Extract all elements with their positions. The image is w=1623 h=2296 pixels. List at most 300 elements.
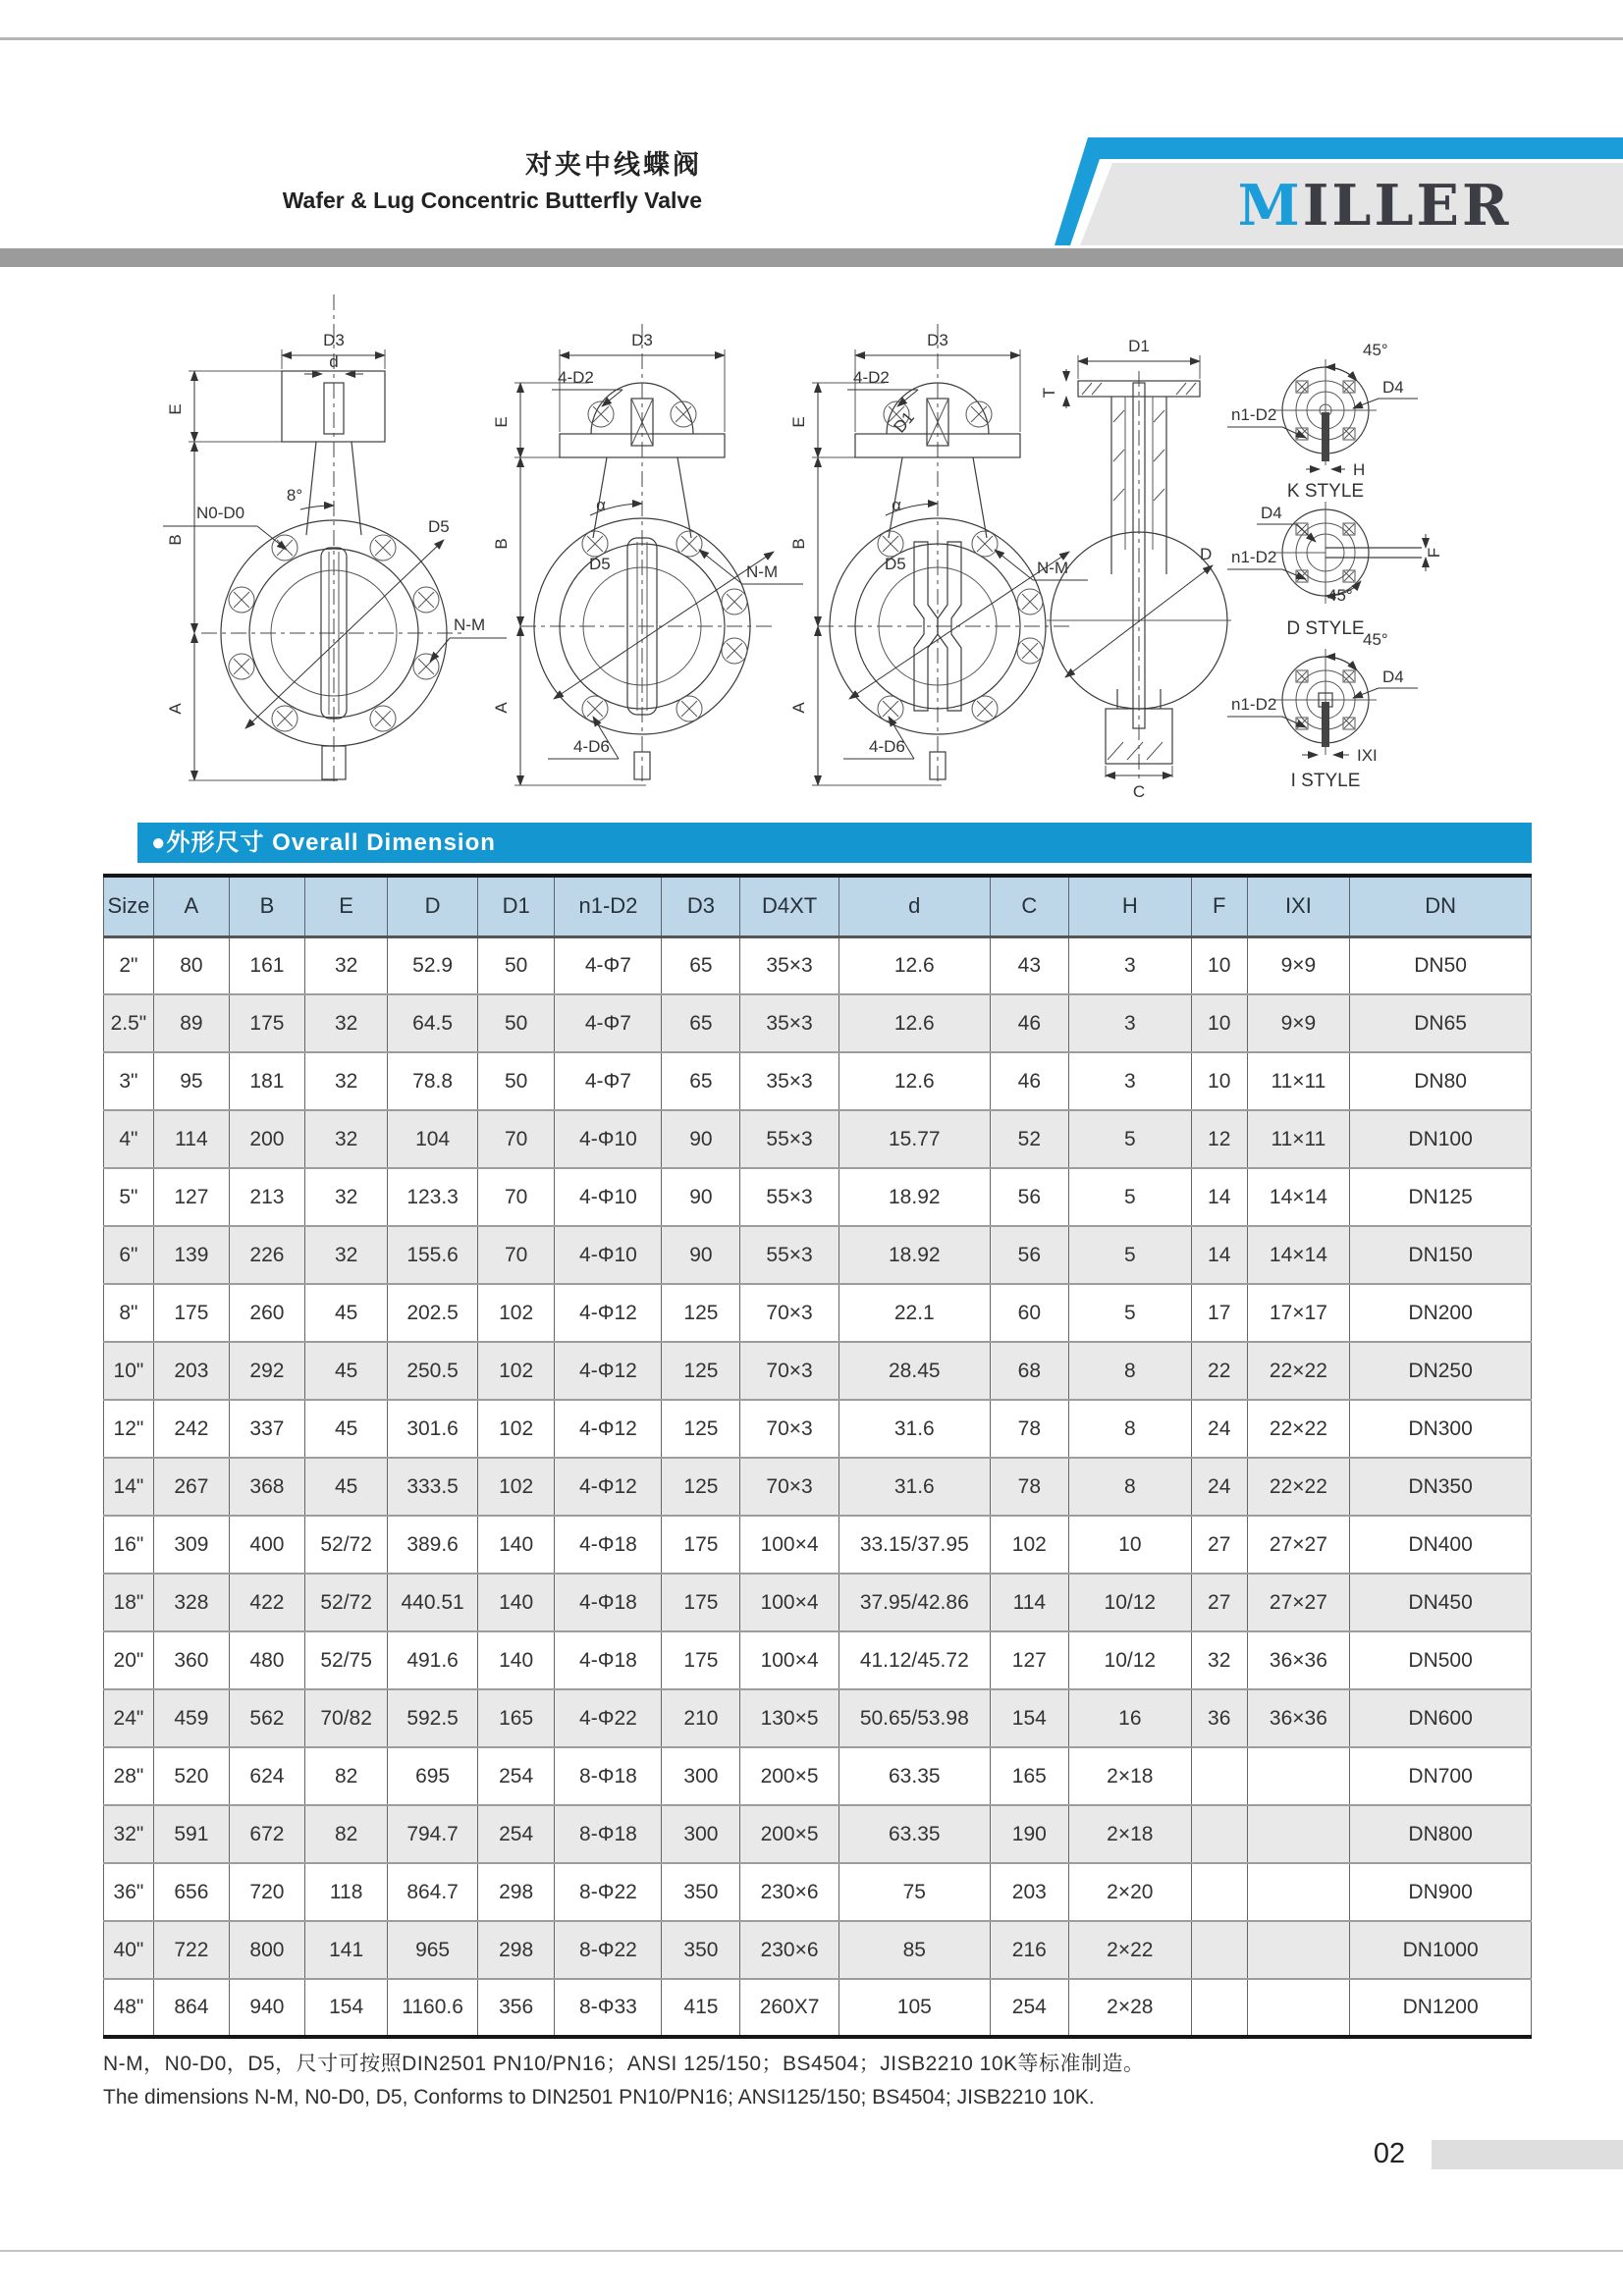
table-cell: 161 (229, 936, 304, 994)
table-cell: 389.6 (388, 1516, 478, 1574)
table-cell: 37.95/42.86 (839, 1574, 990, 1631)
table-cell: 10 (1191, 936, 1247, 994)
table-cell: 213 (229, 1168, 304, 1226)
column-header: E (304, 876, 387, 936)
table-cell: 35×3 (740, 1052, 839, 1110)
dim-label-D3: D3 (631, 331, 653, 349)
section-title-bar: ●外形尺寸 Overall Dimension (137, 823, 1532, 863)
table-cell: 175 (229, 994, 304, 1052)
table-cell: 70 (477, 1110, 555, 1168)
label-D5: D5 (428, 517, 450, 536)
table-cell: 100×4 (740, 1516, 839, 1574)
table-cell: 154 (990, 1689, 1068, 1747)
table-cell: 45 (304, 1342, 387, 1400)
table-cell (1191, 1747, 1247, 1805)
table-cell: 254 (477, 1805, 555, 1863)
label-D4: D4 (1382, 378, 1404, 397)
table-cell: 12.6 (839, 1052, 990, 1110)
table-cell: 31.6 (839, 1458, 990, 1516)
title-english: Wafer & Lug Concentric Butterfly Valve (282, 187, 702, 213)
label-D4: D4 (1382, 667, 1404, 686)
table-cell: 55×3 (740, 1168, 839, 1226)
table-cell: 4-Φ18 (555, 1574, 662, 1631)
table-cell: 90 (662, 1226, 740, 1284)
table-cell: 75 (839, 1863, 990, 1921)
table-cell: DN350 (1350, 1458, 1532, 1516)
table-cell: 125 (662, 1342, 740, 1400)
table-cell: 203 (153, 1342, 229, 1400)
table-cell: DN100 (1350, 1110, 1532, 1168)
table-cell: 78 (990, 1458, 1068, 1516)
table-cell: DN65 (1350, 994, 1532, 1052)
table-cell: 65 (662, 1052, 740, 1110)
table-cell: 63.35 (839, 1805, 990, 1863)
table-cell: 12 (1191, 1110, 1247, 1168)
footnote-english: The dimensions N-M, N0-D0, D5, Conforms to DIN2501 PN10/PN16; ANSI125/150; BS4504; JISB2210 10K. (103, 2086, 1095, 2109)
table-cell: DN200 (1350, 1284, 1532, 1342)
table-cell: 45 (304, 1400, 387, 1458)
table-row (104, 1863, 1532, 1921)
table-cell: 32 (304, 936, 387, 994)
table-cell: 10 (1191, 1052, 1247, 1110)
table-cell: 65 (662, 936, 740, 994)
table-cell: 165 (990, 1747, 1068, 1805)
table-cell: 32 (304, 994, 387, 1052)
table-cell (1247, 1805, 1350, 1863)
table-cell: 114 (153, 1110, 229, 1168)
table-cell: 2×28 (1068, 1979, 1191, 2037)
column-header: A (153, 876, 229, 936)
dim-label-B: B (492, 538, 511, 550)
table-cell: 70×3 (740, 1400, 839, 1458)
table-cell: 4-Φ12 (555, 1400, 662, 1458)
label-D1-rotated: D1 (890, 407, 919, 437)
label-n1-D2: n1-D2 (1231, 405, 1277, 424)
table-cell: 100×4 (740, 1631, 839, 1689)
table-cell: 12.6 (839, 994, 990, 1052)
table-cell: 36×36 (1247, 1631, 1350, 1689)
table-cell: 200×5 (740, 1747, 839, 1805)
table-cell: 43 (990, 936, 1068, 994)
table-cell: DN450 (1350, 1574, 1532, 1631)
column-header: D (388, 876, 478, 936)
table-cell (1191, 1863, 1247, 1921)
figure-lug-valve (163, 294, 507, 785)
table-cell: 175 (662, 1516, 740, 1574)
table-cell: 10/12 (1068, 1631, 1191, 1689)
table-cell: 210 (662, 1689, 740, 1747)
table-cell: 14×14 (1247, 1226, 1350, 1284)
table-cell: 70×3 (740, 1342, 839, 1400)
table-cell: 480 (229, 1631, 304, 1689)
table-cell: DN400 (1350, 1516, 1532, 1574)
table-cell: 55×3 (740, 1226, 839, 1284)
table-cell: 130×5 (740, 1689, 839, 1747)
table-cell: 52.9 (388, 936, 478, 994)
table-cell: 415 (662, 1979, 740, 2037)
dim-label-A: A (166, 703, 185, 715)
table-row (104, 1979, 1532, 2037)
table-cell: 50 (477, 936, 555, 994)
column-header: D4XT (740, 876, 839, 936)
caption-k-style: K STYLE (1286, 481, 1365, 502)
table-cell: 141 (304, 1921, 387, 1979)
table-cell: 4-Φ12 (555, 1458, 662, 1516)
column-header: F (1191, 876, 1247, 936)
table-cell: 6" (104, 1226, 154, 1284)
table-cell: 175 (662, 1631, 740, 1689)
title-chinese: 对夹中线蝶阀 (525, 150, 702, 180)
table-cell: 309 (153, 1516, 229, 1574)
table-cell: 102 (990, 1516, 1068, 1574)
table-cell: 52/75 (304, 1631, 387, 1689)
table-cell: 18.92 (839, 1226, 990, 1284)
table-cell: 33.15/37.95 (839, 1516, 990, 1574)
angle-label-alpha: α (596, 496, 606, 514)
table-cell: 8-Φ18 (555, 1805, 662, 1863)
table-cell: 17 (1191, 1284, 1247, 1342)
table-row (104, 1689, 1532, 1747)
table-cell: 50 (477, 1052, 555, 1110)
dim-label-B: B (789, 538, 808, 550)
table-cell: 32 (304, 1052, 387, 1110)
table-cell: 672 (229, 1805, 304, 1863)
table-cell: 10/12 (1068, 1574, 1191, 1631)
table-cell: 4-Φ12 (555, 1284, 662, 1342)
table-cell: 491.6 (388, 1631, 478, 1689)
table-cell: 85 (839, 1921, 990, 1979)
table-cell: 50 (477, 994, 555, 1052)
table-cell: 800 (229, 1921, 304, 1979)
table-cell: 216 (990, 1921, 1068, 1979)
column-header: IXI (1247, 876, 1350, 936)
table-cell: 17×17 (1247, 1284, 1350, 1342)
table-row (104, 936, 1532, 994)
table-cell: 368 (229, 1458, 304, 1516)
table-cell: 300 (662, 1805, 740, 1863)
label-D5: D5 (885, 555, 906, 573)
label-4-D2: 4-D2 (853, 368, 890, 387)
table-cell: 140 (477, 1631, 555, 1689)
valve-drawings (0, 0, 1623, 825)
table-cell: 52 (990, 1110, 1068, 1168)
table-cell: 4-Φ18 (555, 1631, 662, 1689)
table-cell: DN1000 (1350, 1921, 1532, 1979)
table-cell: 624 (229, 1747, 304, 1805)
table-cell: 8 (1068, 1342, 1191, 1400)
table-cell: 36 (1191, 1689, 1247, 1747)
table-cell: 203 (990, 1863, 1068, 1921)
dimension-table (103, 874, 1532, 2039)
table-cell: 200 (229, 1110, 304, 1168)
table-row (104, 1805, 1532, 1863)
table-cell: 440.51 (388, 1574, 478, 1631)
dim-label-E: E (166, 403, 185, 415)
table-cell: 80 (153, 936, 229, 994)
table-cell: 14 (1191, 1168, 1247, 1226)
table-cell: 35×3 (740, 936, 839, 994)
label-N0-D0: N0-D0 (196, 504, 245, 522)
table-cell: 27 (1191, 1516, 1247, 1574)
table-row (104, 1631, 1532, 1689)
table-cell: 695 (388, 1747, 478, 1805)
logo-letter-m: M (1237, 173, 1303, 239)
table-cell: 105 (839, 1979, 990, 2037)
table-cell: 125 (662, 1400, 740, 1458)
table-cell: 3 (1068, 1052, 1191, 1110)
table-cell: 2×18 (1068, 1805, 1191, 1863)
table-cell: 864.7 (388, 1863, 478, 1921)
table-cell: 794.7 (388, 1805, 478, 1863)
table-cell: 16 (1068, 1689, 1191, 1747)
figure-d-style (1227, 502, 1443, 639)
table-cell: 24" (104, 1689, 154, 1747)
table-cell: 562 (229, 1689, 304, 1747)
table-cell: 333.5 (388, 1458, 478, 1516)
table-cell: 2×22 (1068, 1921, 1191, 1979)
table-cell: 22×22 (1247, 1400, 1350, 1458)
table-cell: 140 (477, 1516, 555, 1574)
table-cell: 328 (153, 1574, 229, 1631)
table-cell: 2×18 (1068, 1747, 1191, 1805)
table-cell: 82 (304, 1747, 387, 1805)
table-cell: 46 (990, 1052, 1068, 1110)
table-cell: 10 (1068, 1516, 1191, 1574)
table-cell: 864 (153, 1979, 229, 2037)
table-cell: 8 (1068, 1400, 1191, 1458)
table-cell: 2.5" (104, 994, 154, 1052)
label-N-M: N-M (1037, 559, 1069, 577)
table-cell: 300 (662, 1747, 740, 1805)
table-cell: 260X7 (740, 1979, 839, 2037)
table-cell: 28" (104, 1747, 154, 1805)
table-cell: 2" (104, 936, 154, 994)
column-header: n1-D2 (555, 876, 662, 936)
table-cell: 9×9 (1247, 936, 1350, 994)
table-row (104, 1052, 1532, 1110)
table-cell: 260 (229, 1284, 304, 1342)
angle-label-alpha: α (892, 496, 901, 514)
caption-i-style: I STYLE (1290, 771, 1361, 791)
table-cell: 337 (229, 1400, 304, 1458)
column-header: DN (1350, 876, 1532, 936)
column-header: C (990, 876, 1068, 936)
dim-label-C: C (1132, 782, 1146, 801)
table-cell (1191, 1979, 1247, 2037)
table-cell: 254 (477, 1747, 555, 1805)
table-cell: 56 (990, 1168, 1068, 1226)
table-cell: 100×4 (740, 1574, 839, 1631)
table-cell: 104 (388, 1110, 478, 1168)
table-cell: 965 (388, 1921, 478, 1979)
table-cell: 3 (1068, 936, 1191, 994)
table-cell: 78 (990, 1400, 1068, 1458)
label-D4: D4 (1261, 504, 1282, 522)
table-row (104, 1226, 1532, 1284)
table-cell: 60 (990, 1284, 1068, 1342)
column-header: D3 (662, 876, 740, 936)
table-cell: DN900 (1350, 1863, 1532, 1921)
table-cell: 70/82 (304, 1689, 387, 1747)
table-cell: 2×20 (1068, 1863, 1191, 1921)
table-cell: 8-Φ33 (555, 1979, 662, 2037)
table-cell: 140 (477, 1574, 555, 1631)
dim-label-d: d (329, 352, 339, 371)
table-cell: 722 (153, 1921, 229, 1979)
angle-label: 8° (286, 486, 303, 505)
table-cell: 46 (990, 994, 1068, 1052)
table-row (104, 994, 1532, 1052)
table-cell: DN500 (1350, 1631, 1532, 1689)
dim-label-F: F (1425, 547, 1443, 559)
table-cell: 11×11 (1247, 1110, 1350, 1168)
table-cell: 15.77 (839, 1110, 990, 1168)
table-cell: DN1200 (1350, 1979, 1532, 2037)
table-cell: 89 (153, 994, 229, 1052)
table-cell: 32" (104, 1805, 154, 1863)
table-cell: 14 (1191, 1226, 1247, 1284)
table-cell: DN800 (1350, 1805, 1532, 1863)
figure-k-style (1227, 341, 1418, 502)
label-4-D6: 4-D6 (573, 737, 610, 756)
table-cell: 68 (990, 1342, 1068, 1400)
table-cell: 5 (1068, 1226, 1191, 1284)
table-cell: DN125 (1350, 1168, 1532, 1226)
logo-letters-iller: ILLER (1302, 173, 1512, 239)
page-number-bar (1432, 2140, 1623, 2169)
table-cell: 139 (153, 1226, 229, 1284)
table-cell: 64.5 (388, 994, 478, 1052)
table-cell: 202.5 (388, 1284, 478, 1342)
table-cell: 16" (104, 1516, 154, 1574)
table-cell: 45 (304, 1458, 387, 1516)
table-cell: 22×22 (1247, 1458, 1350, 1516)
table-cell: 459 (153, 1689, 229, 1747)
table-cell: 8" (104, 1284, 154, 1342)
table-cell: 5 (1068, 1168, 1191, 1226)
table-cell: 65 (662, 994, 740, 1052)
table-cell (1247, 1863, 1350, 1921)
table-cell: 4-Φ7 (555, 1052, 662, 1110)
table-cell: 70×3 (740, 1458, 839, 1516)
table-row (104, 1342, 1532, 1400)
table-cell: 52/72 (304, 1574, 387, 1631)
table-cell: 18.92 (839, 1168, 990, 1226)
table-cell: 165 (477, 1689, 555, 1747)
table-cell: 127 (153, 1168, 229, 1226)
table-cell: 14×14 (1247, 1168, 1350, 1226)
table-cell: 9×9 (1247, 994, 1350, 1052)
table-cell: 200×5 (740, 1805, 839, 1863)
table-cell: 70×3 (740, 1284, 839, 1342)
table-cell: 242 (153, 1400, 229, 1458)
table-cell: 32 (304, 1168, 387, 1226)
table-header-row (104, 876, 1532, 936)
table-cell: 102 (477, 1400, 555, 1458)
table-cell: 155.6 (388, 1226, 478, 1284)
table-cell (1247, 1979, 1350, 2037)
table-cell: 592.5 (388, 1689, 478, 1747)
table-cell: 230×6 (740, 1863, 839, 1921)
table-cell: 31.6 (839, 1400, 990, 1458)
dim-label-D1: D1 (1128, 337, 1150, 355)
table-cell: 27×27 (1247, 1516, 1350, 1574)
table-cell: 22×22 (1247, 1342, 1350, 1400)
table-cell: 4-Φ10 (555, 1110, 662, 1168)
table-cell: 154 (304, 1979, 387, 2037)
table-row (104, 1110, 1532, 1168)
table-cell: 3" (104, 1052, 154, 1110)
table-cell: 55×3 (740, 1110, 839, 1168)
table-cell: 125 (662, 1284, 740, 1342)
table-cell: DN300 (1350, 1400, 1532, 1458)
table-cell: 32 (1191, 1631, 1247, 1689)
table-cell: 90 (662, 1168, 740, 1226)
table-cell: 12" (104, 1400, 154, 1458)
bottom-rule (0, 2250, 1623, 2252)
table-cell: 102 (477, 1342, 555, 1400)
label-n1-D2: n1-D2 (1231, 548, 1277, 566)
table-cell: 35×3 (740, 994, 839, 1052)
dim-label-E: E (789, 416, 808, 428)
footnotes (103, 2048, 1478, 2109)
table-cell: 18" (104, 1574, 154, 1631)
figure-wafer-valve (492, 324, 803, 785)
table-cell: 40" (104, 1921, 154, 1979)
table-cell: DN150 (1350, 1226, 1532, 1284)
figure-side-section (1040, 337, 1231, 801)
label-D5: D5 (589, 555, 611, 573)
table-row (104, 1400, 1532, 1458)
table-cell: 90 (662, 1110, 740, 1168)
table-row (104, 1284, 1532, 1342)
label-N-M: N-M (454, 615, 486, 634)
table-cell: 190 (990, 1805, 1068, 1863)
table-cell: 4-Φ18 (555, 1516, 662, 1574)
table-cell: DN250 (1350, 1342, 1532, 1400)
table-cell: 175 (153, 1284, 229, 1342)
table-cell: 32 (304, 1110, 387, 1168)
table-cell: 22.1 (839, 1284, 990, 1342)
table-cell: 5 (1068, 1284, 1191, 1342)
table-cell: 24 (1191, 1458, 1247, 1516)
label-N-M: N-M (746, 562, 779, 581)
page-number: 02 (1373, 2138, 1406, 2169)
table-cell: 3 (1068, 994, 1191, 1052)
table-cell: 4-Φ22 (555, 1689, 662, 1747)
table-row (104, 1921, 1532, 1979)
table-cell: 940 (229, 1979, 304, 2037)
table-cell: 36×36 (1247, 1689, 1350, 1747)
table-cell: 8-Φ22 (555, 1921, 662, 1979)
table-cell: 12.6 (839, 936, 990, 994)
dim-label-A: A (492, 702, 511, 714)
table-cell: 8-Φ22 (555, 1863, 662, 1921)
label-4-D2: 4-D2 (558, 368, 594, 387)
label-n1-D2: n1-D2 (1231, 695, 1277, 714)
table-cell: 356 (477, 1979, 555, 2037)
table-cell: 4" (104, 1110, 154, 1168)
column-header: H (1068, 876, 1191, 936)
table-cell: 656 (153, 1863, 229, 1921)
label-4-D6: 4-D6 (869, 737, 905, 756)
dim-label-D3: D3 (927, 331, 948, 349)
table-cell: 226 (229, 1226, 304, 1284)
table-cell: 5 (1068, 1110, 1191, 1168)
dim-label-B: B (166, 534, 185, 546)
table-cell: 125 (662, 1458, 740, 1516)
table-cell: 95 (153, 1052, 229, 1110)
